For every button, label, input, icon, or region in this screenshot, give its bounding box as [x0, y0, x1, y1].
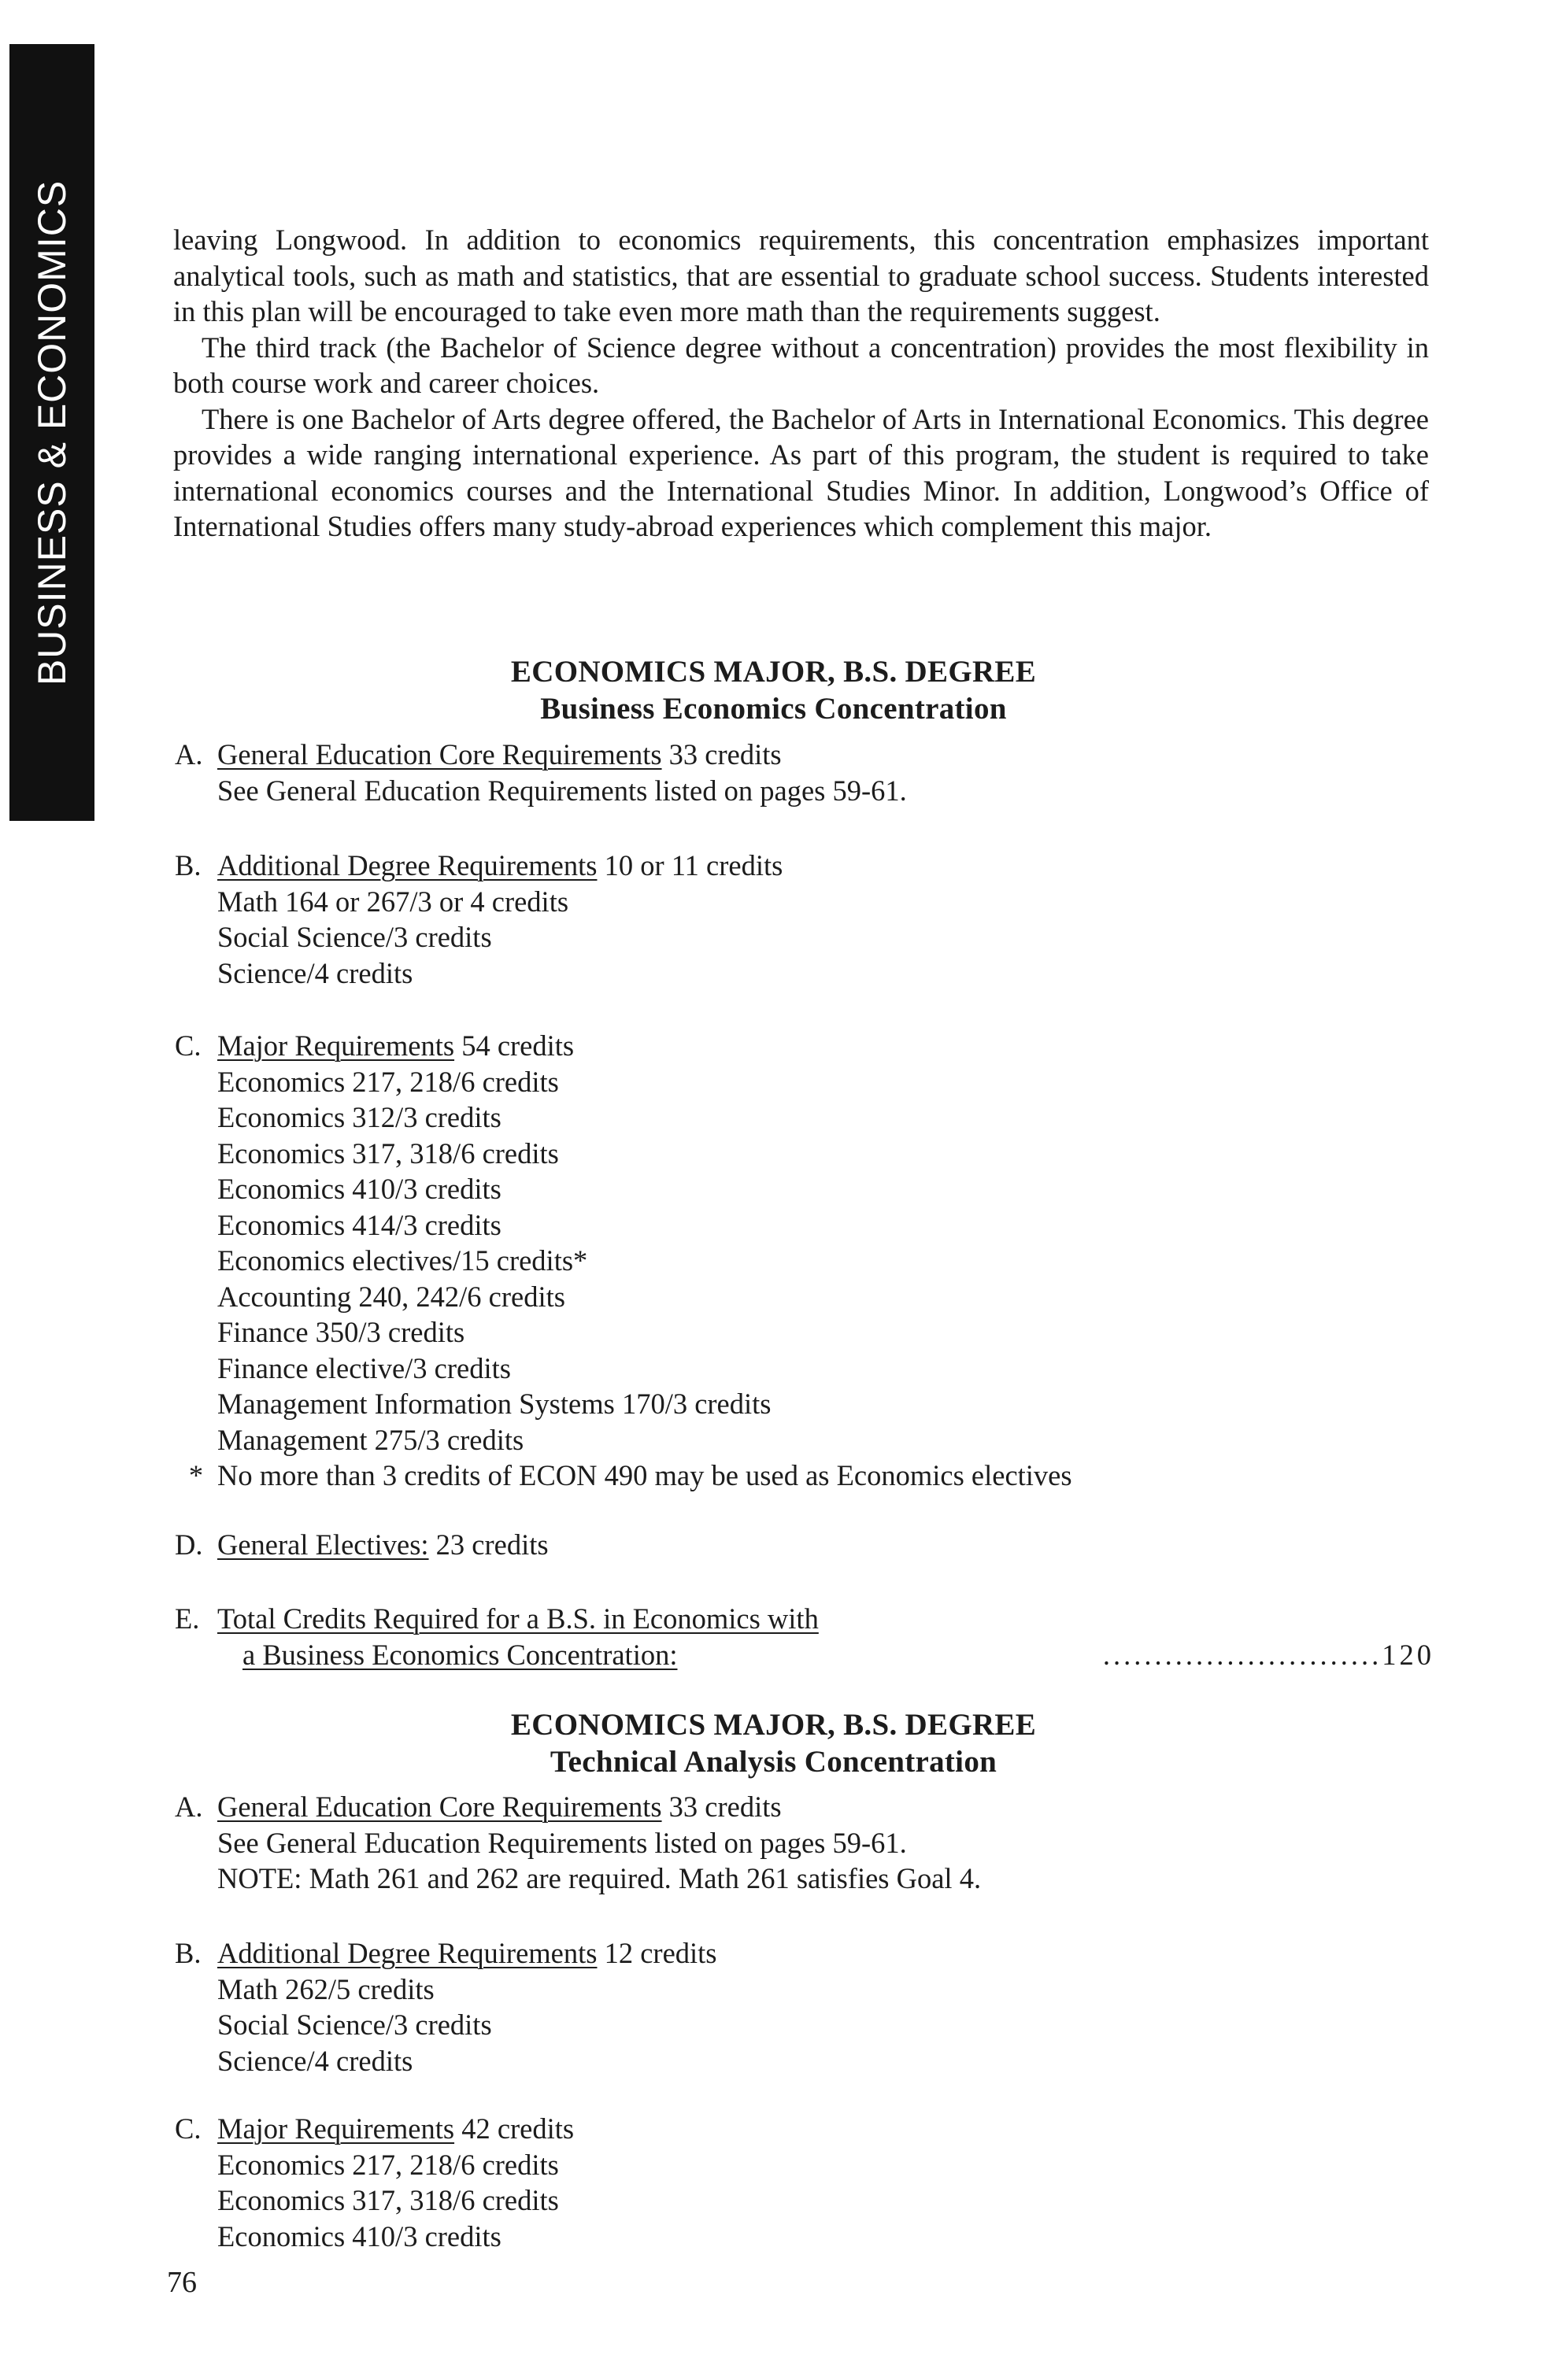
section-letter: B.	[175, 1937, 202, 1969]
requirement-line: Economics 317, 318/6 credits	[217, 2184, 559, 2216]
intro-paragraph: There is one Bachelor of Arts degree offered, the Bachelor of Arts in International Economics. This degree provides a wide ranging international experience. As part of this program, the student is required to take international economics courses and the International Studies Minor. In addition, Longwood’s Office of International Studies offers many study-abroad experiences which complement this major.	[173, 402, 1429, 542]
requirement-line: Management 275/3 credits	[217, 1423, 524, 1456]
section-credits: 54 credits	[461, 1029, 575, 1062]
requirement-line: Social Science/3 credits	[217, 2009, 492, 2041]
program-header	[0, 653, 1547, 727]
program-subtitle: Business Economics Concentration	[540, 692, 1007, 726]
section-heading: General Electives:	[217, 1528, 429, 1561]
section-credits: 33 credits	[668, 1791, 782, 1823]
program-header	[0, 1706, 1547, 1780]
section-heading: General Education Core Requirements	[217, 1791, 662, 1823]
requirement-line: Economics 217, 218/6 credits	[217, 1065, 559, 1098]
requirement-line: Science/4 credits	[217, 2044, 413, 2077]
total-heading-line2: a Business Economics Concentration:	[242, 1638, 678, 1671]
footnote-text: No more than 3 credits of ECON 490 may be used as Economics electives	[217, 1459, 1072, 1491]
requirement-line: Economics 414/3 credits	[217, 1208, 501, 1241]
section-letter: E.	[175, 1602, 200, 1635]
section-heading: Major Requirements	[217, 1029, 455, 1062]
requirement-section-e	[175, 1601, 1434, 1672]
requirement-line: Finance 350/3 credits	[217, 1316, 465, 1348]
requirement-line: NOTE: Math 261 and 262 are required. Math 261 satisfies Goal 4.	[217, 1862, 982, 1894]
section-heading: Major Requirements	[217, 2112, 455, 2145]
requirement-section-a	[175, 1789, 981, 1897]
requirement-line: Science/4 credits	[217, 956, 413, 989]
requirement-line: Math 164 or 267/3 or 4 credits	[217, 885, 569, 918]
total-credits-leader: ...........................120	[1102, 1638, 1434, 1671]
requirement-section-c	[175, 2111, 574, 2254]
requirement-section-b	[175, 848, 783, 991]
section-letter: A.	[175, 1791, 203, 1823]
requirement-line: Economics 217, 218/6 credits	[217, 2148, 559, 2181]
section-letter: B.	[175, 849, 202, 881]
page-number: 76	[167, 2266, 197, 2299]
section-letter: D.	[175, 1528, 203, 1561]
program-subtitle: Technical Analysis Concentration	[550, 1745, 997, 1779]
intro-paragraph: The third track (the Bachelor of Science degree without a concentration) provides the most flexibility in both course work and career choices.	[173, 331, 1429, 399]
section-heading: Additional Degree Requirements	[217, 1937, 598, 1969]
requirement-line: Economics 410/3 credits	[217, 1173, 501, 1205]
section-credits: 23 credits	[435, 1528, 549, 1561]
section-letter: A.	[175, 738, 203, 771]
section-heading: General Education Core Requirements	[217, 738, 662, 771]
section-credits: 12 credits	[604, 1937, 717, 1969]
intro-text	[173, 222, 1429, 545]
requirement-section-a	[175, 737, 907, 808]
section-heading: Additional Degree Requirements	[217, 849, 598, 881]
requirement-line: Economics 312/3 credits	[217, 1101, 501, 1133]
requirement-line: Finance elective/3 credits	[217, 1351, 511, 1384]
requirement-line: Economics 410/3 credits	[217, 2219, 501, 2252]
section-credits: 10 or 11 credits	[604, 849, 783, 881]
section-letter: C.	[175, 2112, 202, 2145]
section-letter: C.	[175, 1029, 202, 1062]
section-tab-label: BUSINESS & ECONOMICS	[30, 179, 74, 686]
program-title: ECONOMICS MAJOR, B.S. DEGREE	[510, 655, 1037, 689]
requirement-line: Social Science/3 credits	[217, 921, 492, 953]
requirement-section-d	[175, 1527, 549, 1563]
section-credits: 42 credits	[461, 2112, 575, 2145]
footnote	[175, 1458, 1072, 1494]
requirement-section-c	[175, 1028, 1072, 1494]
requirement-line: Management Information Systems 170/3 credits	[217, 1388, 772, 1420]
intro-paragraph: leaving Longwood. In addition to economics requirements, this concentration emphasizes important analytical tools, such as math and statistics, that are essential to graduate school success. Students interested in this plan will be encouraged to take even more math than the requirements suggest.	[173, 224, 1429, 327]
total-heading-line1: Total Credits Required for a B.S. in Economics with	[217, 1602, 819, 1635]
footnote-mark: *	[188, 1459, 204, 1491]
requirement-line: Accounting 240, 242/6 credits	[217, 1280, 565, 1313]
section-credits: 33 credits	[668, 738, 782, 771]
requirement-line: See General Education Requirements listed on pages 59-61.	[217, 1826, 907, 1859]
requirement-line: Math 262/5 credits	[217, 1972, 435, 2005]
requirement-line: See General Education Requirements listed on pages 59-61.	[217, 774, 907, 807]
program-title: ECONOMICS MAJOR, B.S. DEGREE	[510, 1708, 1037, 1742]
requirement-section-b	[175, 1935, 717, 2079]
requirement-line: Economics electives/15 credits*	[217, 1244, 588, 1277]
requirement-line: Economics 317, 318/6 credits	[217, 1136, 559, 1170]
